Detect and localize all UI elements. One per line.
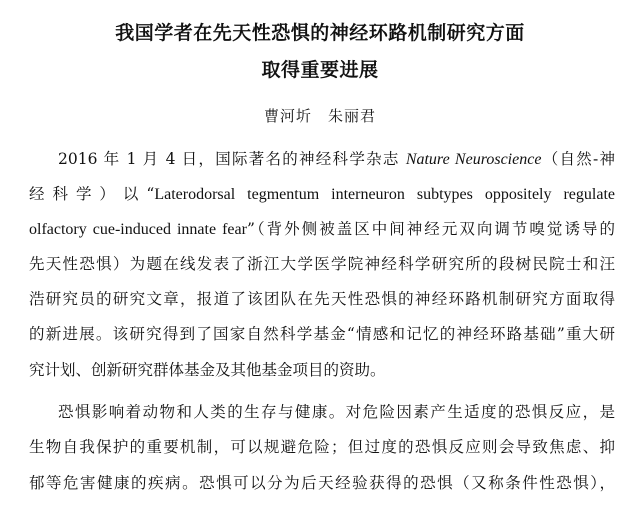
article-title-line-1: 我国学者在先天性恐惧的神经环路机制研究方面 (115, 22, 525, 44)
paper-title-part-2: olfactory cue-induced innate fear (29, 221, 247, 238)
journal-name: Nature Neuroscience (405, 151, 542, 168)
paragraph-2-line-1: 恐惧影响着动物和人类的生存与健康。对危险因素产生适度的恐惧反应，是 (58, 403, 615, 421)
paragraph-1-line-7: 究计划、创新研究群体基金及其他基金项目的资助。 (29, 361, 386, 379)
paragraph-1-line-1 (58, 147, 615, 172)
paragraph-1-line-3 (29, 217, 615, 242)
paragraph-2-line-3: 郁等危害健康的疾病。恐惧可以分为后天经验获得的恐惧（又称条件性恐惧）， (29, 474, 615, 492)
paragraph-1-line-2 (29, 182, 615, 207)
paper-title-part-1: Laterodorsal tegmentum interneuron subtypes oppositely regulate (154, 186, 615, 203)
paragraph-1-line-2-text-a: 经科学）以“ (29, 185, 155, 203)
paragraph-1-line-4: 先天性恐惧）为题在线发表了浙江大学医学院神经科学研究所的段树民院士和汪 (29, 255, 615, 273)
paragraph-1-line-1-text-a: 2016 年 1 月 4 日，国际著名的神经科学杂志 (58, 150, 406, 168)
article-authors: 曹河圻 朱丽君 (263, 107, 376, 125)
paragraph-2-line-2: 生物自我保护的重要机制，可以规避危险；但过度的恐惧反应则会导致焦虑、抑 (29, 438, 615, 456)
paragraph-1-line-3-text-b: ”（背外侧被盖区中间神经元双向调节嗅觉诱导的 (246, 220, 615, 238)
paragraph-1-line-1-text-b: （自然-神 (541, 150, 615, 168)
article-title-line-2: 取得重要进展 (261, 59, 379, 81)
paragraph-1-line-5: 浩研究员的研究文章，报道了该团队在先天性恐惧的神经环路机制研究方面取得 (29, 290, 615, 308)
paragraph-1-line-6: 的新进展。该研究得到了国家自然科学基金“情感和记忆的神经环路基础”重大研 (29, 325, 615, 343)
